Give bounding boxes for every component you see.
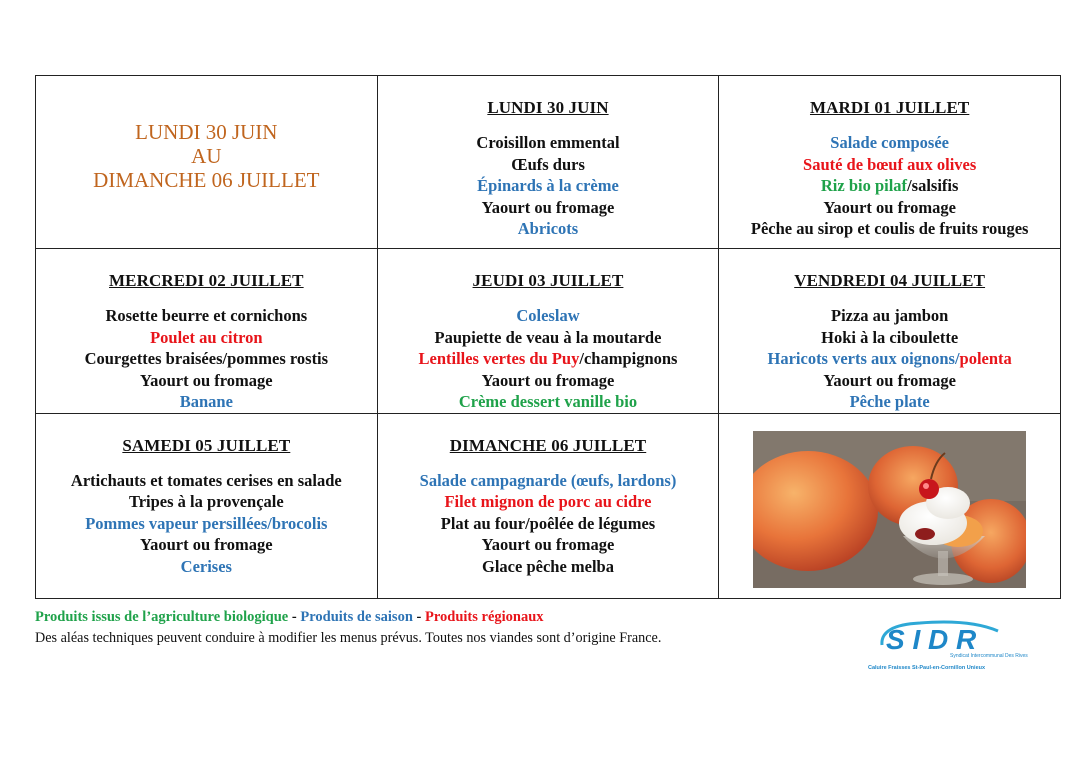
menu-dish: [36, 348, 377, 370]
dish-text: Yaourt ou fromage: [481, 535, 615, 554]
dish-text: /champignons: [579, 349, 678, 368]
menu-dish: [719, 132, 1060, 154]
menu-dish: [378, 391, 719, 413]
day-cell-dimanche: [377, 413, 719, 598]
menu-dish: [378, 534, 719, 556]
dish-text: Paupiette de veau à la moutarde: [434, 327, 662, 347]
menu-dish: [36, 513, 377, 535]
menu-dish: [378, 305, 719, 327]
menu-dish: [36, 370, 377, 392]
period-end: DIMANCHE 06 JUILLET: [93, 168, 320, 192]
menu-dish: [719, 327, 1060, 349]
dish-text: Yaourt ou fromage: [823, 370, 956, 390]
menu-dish: [378, 513, 719, 535]
dish-text: Yaourt ou fromage: [823, 197, 956, 217]
dish-text: Haricots verts aux oignons/: [767, 349, 960, 368]
menu-dish: [719, 348, 1060, 370]
dish-text: Pêche plate: [849, 392, 930, 411]
dish-text: Sauté de bœuf aux olives: [803, 154, 977, 174]
day-title: MARDI 01 JUILLET: [809, 98, 970, 117]
legend-seasonal: Produits de saison: [300, 609, 413, 625]
day-title: DIMANCHE 06 JUILLET: [449, 435, 647, 455]
legend-separator: -: [412, 609, 425, 625]
day-title: VENDREDI 04 JUILLET: [794, 271, 986, 290]
menu-dish: [378, 470, 719, 492]
day-cell-samedi: [36, 413, 378, 598]
menu-dish: [36, 491, 377, 513]
dish-text: Cerises: [180, 556, 232, 576]
menu-dish: [378, 491, 719, 513]
menu-dish: [378, 370, 719, 392]
dish-text: Yaourt ou fromage: [481, 197, 615, 217]
dish-text: Épinards à la crème: [477, 176, 619, 195]
day-cell-lundi: [377, 76, 719, 249]
menu-dish: [378, 175, 719, 197]
dish-text: Rosette beurre et cornichons: [105, 306, 308, 325]
dish-text: Pêche au sirop et coulis de fruits rouges: [750, 219, 1029, 238]
dish-text: Crème dessert vanille bio: [458, 392, 638, 411]
period-start: LUNDI 30 JUIN: [135, 120, 278, 144]
svg-text:Caluire Fraisses St-Paul-en-Co: Caluire Fraisses St-Paul-en-Cornillon Unieux: [868, 665, 986, 671]
legend: [35, 609, 544, 626]
dish-text: Courgettes braisées/pommes rostis: [84, 349, 329, 368]
day-title: SAMEDI 05 JUILLET: [122, 435, 291, 455]
menu-dish: [719, 391, 1060, 413]
photo-cell: [719, 413, 1061, 598]
dish-text: Abricots: [517, 219, 579, 238]
dish-text: Tripes à la provençale: [128, 492, 284, 511]
sidr-logo: [860, 617, 1040, 675]
menu-dish: [378, 218, 719, 240]
dish-text: Plat au four/poêlée de légumes: [440, 513, 656, 533]
day-title: JEUDI 03 JUILLET: [472, 271, 624, 290]
dish-text: Artichauts et tomates cerises en salade: [70, 470, 342, 490]
menu-dish: [36, 534, 377, 556]
dish-text: Pommes vapeur persillées/brocolis: [85, 513, 328, 533]
dish-text: Yaourt ou fromage: [481, 370, 615, 390]
day-cell-vendredi: [719, 249, 1061, 414]
period-separator: AU: [191, 144, 222, 168]
disclaimer-note: Des aléas techniques peuvent conduire à modifier les menus prévus. Toutes nos viandes sont d’origine France.: [35, 630, 662, 646]
dish-text: Salade campagnarde (œufs, lardons): [419, 470, 677, 490]
dish-text: Coleslaw: [516, 306, 580, 325]
dish-text: Banane: [179, 392, 233, 411]
legend-separator: -: [288, 609, 301, 625]
peach-melba-sundae-photo: [753, 431, 1026, 588]
menu-dish: [36, 327, 377, 349]
day-title: MERCREDI 02 JUILLET: [109, 271, 304, 290]
day-cell-mardi: [719, 76, 1061, 249]
dish-text: Lentilles vertes du Puy: [418, 349, 580, 368]
menu-dish: [36, 391, 377, 413]
dish-text: Croisillon emmental: [476, 133, 620, 152]
menu-dish: [719, 197, 1060, 219]
day-title: LUNDI 30 JUIN: [487, 98, 609, 117]
dish-text: polenta: [959, 349, 1012, 368]
dish-text: Filet mignon de porc au cidre: [444, 492, 652, 511]
menu-dish: [719, 305, 1060, 327]
legend-organic: Produits issus de l’agriculture biologique: [35, 609, 289, 625]
menu-dish: [378, 132, 719, 154]
weekly-menu-table: [35, 75, 1061, 599]
menu-dish: [378, 197, 719, 219]
day-cell-jeudi: [377, 249, 719, 414]
menu-dish: [719, 175, 1060, 197]
menu-dish: [36, 305, 377, 327]
day-cell-mercredi: [36, 249, 378, 414]
menu-dish: [378, 556, 719, 578]
dish-text: Œufs durs: [511, 154, 585, 174]
menu-dish: [719, 370, 1060, 392]
menu-dish: [719, 154, 1060, 176]
dish-text: Yaourt ou fromage: [140, 370, 273, 390]
dish-text: Glace pêche melba: [482, 556, 614, 576]
svg-text:Syndicat Intercommunal Des Riv: Syndicat Intercommunal Des Rives: [950, 653, 1028, 659]
dish-text: Hoki à la ciboulette: [821, 327, 959, 347]
dish-text: Riz bio pilaf: [820, 176, 908, 195]
menu-period: [36, 120, 377, 192]
dish-text: Poulet au citron: [150, 327, 263, 347]
menu-dish: [719, 218, 1060, 240]
menu-dish: [36, 556, 377, 578]
dish-text: /salsifis: [907, 176, 959, 195]
menu-dish: [378, 348, 719, 370]
menu-dish: [378, 327, 719, 349]
dish-text: Yaourt ou fromage: [140, 535, 273, 554]
menu-dish: [36, 470, 377, 492]
dish-text: Pizza au jambon: [830, 306, 949, 325]
period-cell: [36, 76, 378, 249]
dish-text: Salade composée: [830, 133, 949, 152]
legend-regional: Produits régionaux: [424, 609, 544, 625]
svg-text:S I D R: S I D R: [886, 624, 977, 655]
menu-dish: [378, 154, 719, 176]
